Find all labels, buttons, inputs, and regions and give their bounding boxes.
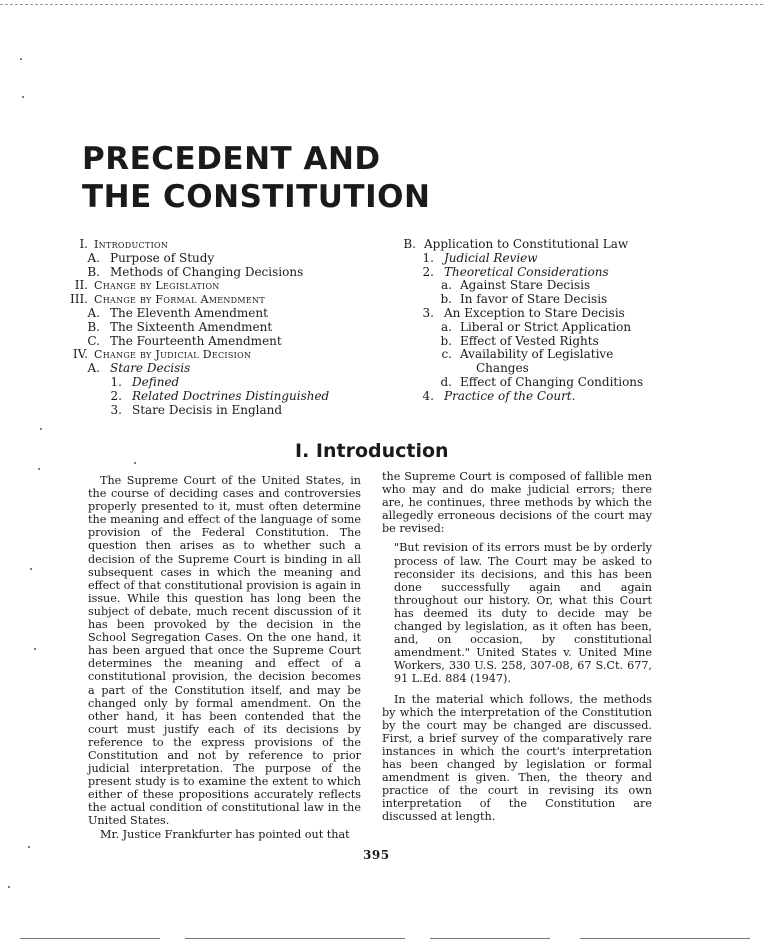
scan-speck [34, 648, 36, 650]
outline-text: Introduction [94, 238, 169, 251]
outline-number: IV. [72, 347, 88, 362]
outline-number: 4. [422, 388, 434, 403]
outline-item [70, 307, 370, 321]
outline-text: Availability of Legislative [460, 347, 614, 362]
outline-item [400, 307, 700, 321]
outline-number: 2. [110, 388, 122, 403]
block-quote: "But revision of its errors must be by orderly process of law. The Court may be asked to reconsider its decisions, and this has been done successfully again and again throughout our history. Or, what this Court has deemed its duty to decide may be changed by legislation, as it often has been, and, on occasion, by constitutional amendment." United States v. United Mine Workers, 330 U.S. 258, 307-08, 67 S.Ct. 677, 91 L.Ed. 884 (1947). [394, 541, 652, 686]
outline-text: Change by Formal Amendment [94, 293, 265, 307]
outline-item [400, 252, 700, 266]
continuation-paragraph: the Supreme Court is composed of fallible men who may and do make judicial errors; there are, he continues, three methods by which the allegedly erroneous decisions of the court may be revised: [382, 470, 652, 536]
bottom-rule [430, 938, 550, 939]
outline-item [70, 266, 370, 280]
outline-number: a. [441, 319, 452, 334]
outline-item [70, 404, 370, 418]
scan-speck [134, 462, 136, 464]
outline-item [70, 362, 370, 376]
outline-number: 2. [422, 264, 434, 279]
outline-text: An Exception to Stare Decisis [444, 305, 625, 320]
outline-number: b. [440, 333, 452, 348]
outline-text: Change by Judicial Decision [94, 348, 252, 362]
outline-number: 3. [422, 305, 434, 320]
outline-number: A. [87, 305, 100, 320]
outline-item [70, 335, 370, 349]
outline-item [70, 293, 370, 307]
bottom-rule [185, 938, 405, 939]
outline-item [400, 279, 700, 293]
outline-number: d. [440, 374, 452, 389]
outline-text: Defined [132, 374, 180, 389]
outline-number: I. [79, 237, 88, 251]
outline-number: 1. [422, 250, 434, 265]
outline-item [70, 390, 370, 404]
outline-number: C. [87, 333, 100, 348]
outline-text: Methods of Changing Decisions [110, 264, 304, 279]
outline-item [70, 348, 370, 362]
title-line-2: THE CONSTITUTION [82, 179, 431, 215]
page-number: 395 [363, 848, 390, 862]
outline-number: A. [87, 361, 100, 376]
outline-item [400, 321, 700, 335]
outline-text: Stare Decisis [110, 361, 191, 376]
body-paragraph: Mr. Justice Frankfurter has pointed out that [100, 827, 350, 841]
outline-item [400, 348, 700, 362]
outline-item [70, 238, 370, 252]
outline-item [400, 293, 700, 307]
outline-item [70, 279, 370, 293]
scan-speck [20, 58, 22, 60]
bottom-rule [580, 938, 750, 939]
outline-number: A. [87, 250, 100, 265]
outline-item [70, 252, 370, 266]
outline-text: In favor of Stare Decisis [460, 292, 608, 307]
outline-number: a. [441, 278, 452, 293]
body-paragraph: The Supreme Court of the United States, in the course of deciding cases and controversies properly presented to it, must often determine the meaning and effect of the language of some provision of the Federal Constitution. The question then arises as to whether such a decision of the Supreme Court is binding in all subsequent cases in which the meaning and effect of that constitutional provision is again in issue. While this question has long been the subject of debate, much recent discussion of it has been provoked by the decision in the School Segregation Cases. On the one hand, it has been argued that once the Supreme Court determines the meaning and effect of a constitutional provision, the decision becomes a part of the Constitution itself, and may be changed only by formal amendment. On the other hand, it has been contended that the court must justify each of its decisions by reference to the express provisions of the Constitution and not by reference to prior judicial interpretation. The purpose of the present study is to examine the extent to which either of these propositions accurately reflects the actual condition of constitutional law in the United States. [88, 474, 361, 828]
scan-speck [28, 846, 30, 848]
outline-item [400, 238, 700, 252]
outline-number: B. [87, 264, 100, 279]
section-heading: I. Introduction [295, 440, 449, 462]
left-column [88, 474, 361, 841]
outline-text: Effect of Vested Rights [460, 333, 599, 348]
scan-speck [8, 886, 10, 888]
outline-text: Change by Legislation [94, 279, 220, 293]
outline-item [70, 321, 370, 335]
outline-text: Against Stare Decisis [460, 278, 591, 293]
title-line-1: PRECEDENT AND [82, 141, 381, 177]
outline-item [400, 390, 700, 404]
scan-speck [22, 96, 24, 98]
outline-left [70, 238, 370, 417]
outline-text: Related Doctrines Distinguished [132, 388, 330, 403]
outline-text: Liberal or Strict Application [460, 319, 632, 334]
page-title [82, 140, 430, 216]
outline-number: III. [70, 292, 89, 307]
outline-number: 3. [110, 402, 122, 417]
outline-number: II. [74, 278, 88, 293]
outline-number: 1. [110, 374, 122, 389]
outline-text: Judicial Review [444, 250, 538, 265]
outline-item [70, 376, 370, 390]
top-border [0, 4, 763, 5]
outline-text: Application to Constitutional Law [424, 237, 629, 251]
outline-text: Stare Decisis in England [132, 402, 283, 417]
body-paragraph: In the material which follows, the methods by which the interpretation of the Constitution by the court may be changed are discussed. First, a brief survey of the comparatively rare instances in which the court's interpretation has been changed by legislation or formal amendment is given. Then, the theory and practice of the court in revising its own interpretation of the Constitution are discussed at length. [382, 692, 652, 824]
outline-text: Changes [476, 361, 529, 376]
outline-right [400, 238, 700, 404]
bottom-rule [20, 938, 160, 939]
scan-speck [38, 468, 40, 470]
outline-text: The Eleventh Amendment [110, 305, 268, 320]
outline-text: The Sixteenth Amendment [110, 319, 273, 334]
outline-number: B. [87, 319, 100, 334]
right-column [382, 470, 652, 823]
outline-text: Practice of the Court. [444, 388, 576, 403]
scan-speck [40, 428, 42, 430]
outline-text: Effect of Changing Conditions [460, 374, 644, 389]
outline-number: c. [441, 347, 452, 362]
outline-number: b. [440, 292, 452, 307]
outline-number: B. [403, 237, 416, 251]
outline-item [400, 376, 700, 390]
scan-speck [30, 568, 32, 570]
outline-text: The Fourteenth Amendment [110, 333, 282, 348]
outline-item [400, 362, 700, 376]
outline-text: Purpose of Study [110, 250, 215, 265]
outline-text: Theoretical Considerations [444, 264, 609, 279]
outline-item [400, 335, 700, 349]
outline-item [400, 266, 700, 280]
